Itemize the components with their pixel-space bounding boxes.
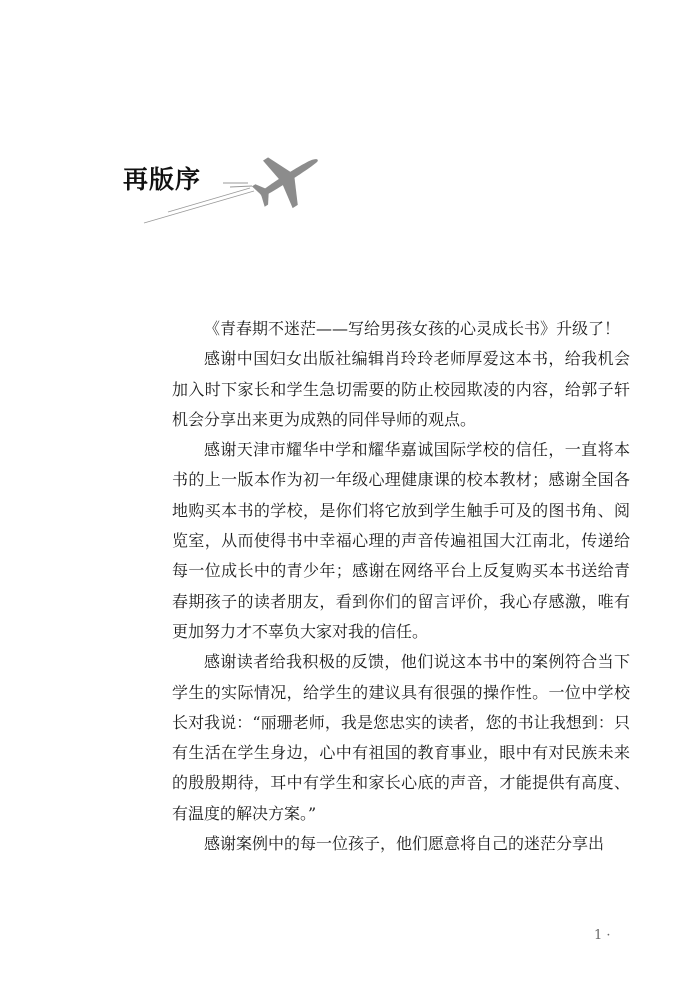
paragraph: 感谢案例中的每一位孩子，他们愿意将自己的迷茫分享出	[204, 834, 605, 854]
paragraph: 感谢读者给我积极的反馈，他们说这本书中的案例符合当下学生的实际情况，给学生的建议具有很强的操作性。一位中学校长对我说：“丽珊老师，我是您忠实的读者，您的书让我想到：只有生活在学生身边，心中有祖国的教育事业，眼中有对民族未来的殷殷期待，耳中有学生和家长心底的声音，才能提供有高度、有温度的解决方案。”	[172, 652, 630, 823]
paragraph: 《青春期不迷茫——写给男孩女孩的心灵成长书》升级了！	[204, 319, 621, 338]
speed-lines	[144, 183, 254, 223]
paragraph: 感谢中国妇女出版社编辑肖玲玲老师厚爱这本书，给我机会加入时下家长和学生急切需要的防止校园欺凌的内容，给郭子轩机会分享出来更为成熟的同伴导师的观点。	[172, 349, 630, 429]
preface-body	[172, 314, 630, 859]
paragraph: 感谢天津市耀华中学和耀华嘉诚国际学校的信任，一直将本书的上一版本作为初一年级心理健康课的校本教材；感谢全国各地购买本书的学校，是你们将它放到学生触手可及的图书角、阅览室，从而使得书中幸福心理的声音传遍祖国大江南北，传递给每一位成长中的青少年；感谢在网络平台上反复购买本书送给青春期孩子的读者朋友，看到你们的留言评价，我心存感激，唯有更加努力才不辜负大家对我的信任。	[172, 440, 630, 641]
page-title: 再版序	[123, 165, 202, 194]
airplane-icon	[130, 140, 330, 240]
airplane-shape	[243, 140, 330, 220]
page-number: 1 ·	[594, 928, 611, 943]
